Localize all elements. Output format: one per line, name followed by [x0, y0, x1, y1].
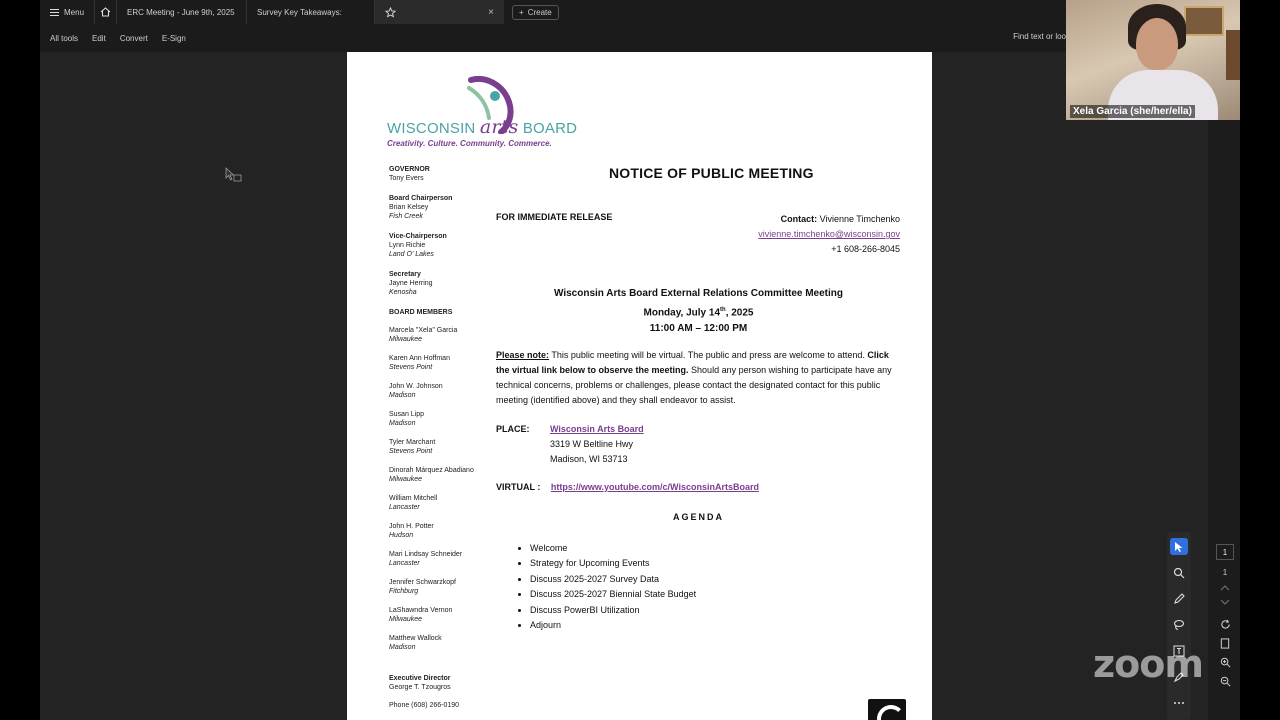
zoom-tool-button[interactable] — [1170, 564, 1188, 581]
hamburger-icon — [50, 9, 59, 16]
tool-all-tools[interactable]: All tools — [50, 33, 79, 43]
logo-word-arts: arts — [479, 116, 519, 138]
members-list — [389, 326, 489, 652]
logo-word-left: WISCONSIN — [387, 120, 476, 137]
pointer-icon — [1174, 541, 1184, 553]
member-location: Lancaster — [389, 504, 420, 511]
chair-block — [389, 194, 489, 221]
chevron-down-icon[interactable] — [1220, 599, 1230, 605]
member-name: John W. Johnson — [389, 383, 443, 390]
members-heading-block — [389, 308, 489, 317]
governor-heading: GOVERNOR — [389, 166, 430, 173]
tool-e-sign[interactable]: E-Sign — [161, 33, 186, 43]
annotation-toolbar — [1167, 532, 1191, 720]
meeting-date-year: , 2025 — [725, 307, 754, 319]
logo-wordmark — [387, 116, 577, 138]
exec-director-heading: Executive Director — [389, 675, 451, 682]
board-member — [389, 410, 489, 428]
agenda-item: • Discuss 2025-2027 Survey Data — [530, 572, 696, 587]
chevron-up-icon[interactable] — [1220, 585, 1230, 591]
contact-label: Contact: — [780, 214, 818, 224]
place-name-link[interactable]: Wisconsin Arts Board — [550, 424, 644, 434]
board-member — [389, 606, 489, 624]
menu-button[interactable] — [40, 0, 94, 24]
member-name: LaShawndra Vernon — [389, 607, 453, 614]
member-name: Dinorah Márquez Abadiano — [389, 467, 474, 474]
create-label: Create — [527, 7, 552, 17]
member-location: Hudson — [389, 532, 414, 539]
home-button[interactable] — [94, 0, 116, 24]
home-icon — [100, 7, 111, 17]
tab-label: Survey Key Takeaways: — [257, 7, 342, 17]
tab-erc-meeting[interactable] — [116, 0, 246, 24]
member-name: John H. Potter — [389, 523, 434, 530]
member-location: Madison — [389, 644, 416, 651]
member-location: Lancaster — [389, 560, 420, 567]
members-heading: BOARD MEMBERS — [389, 309, 453, 316]
note-text-2: Should any person wishing to participate have any technical concerns, problems or challenges, please contact the designated contact for this public meeting (identified above) and they shall endeavor to assist. — [496, 365, 892, 405]
tab-active-document[interactable] — [374, 0, 504, 24]
plus-icon: + — [519, 7, 524, 17]
zoom-in-icon[interactable] — [1220, 657, 1231, 668]
board-member — [389, 634, 489, 652]
board-member — [389, 438, 489, 456]
vice-chair-block — [389, 232, 489, 259]
meeting-date-suffix: th — [720, 307, 726, 313]
place-city: Madison, WI 53713 — [550, 454, 628, 464]
zoom-search-icon — [1173, 567, 1185, 579]
star-icon[interactable] — [385, 7, 396, 18]
more-tools-button[interactable] — [1170, 694, 1188, 711]
board-member — [389, 578, 489, 596]
contact-line — [758, 212, 900, 227]
board-member — [389, 522, 489, 540]
chair-location: Fish Creek — [389, 213, 423, 220]
refresh-icon[interactable] — [1220, 619, 1231, 630]
member-name: Susan Lipp — [389, 411, 425, 418]
member-name: William Mitchell — [389, 495, 438, 502]
agenda-list — [530, 541, 696, 633]
phone-number: Phone (608) 266-0190 — [389, 702, 460, 709]
place-street: 3319 W Beltline Hwy — [550, 439, 634, 449]
board-member — [389, 550, 489, 568]
secretary-location: Kenosha — [389, 289, 417, 296]
member-name: Mari Lindsay Schneider — [389, 551, 463, 558]
member-location: Madison — [389, 392, 416, 399]
meeting-heading — [496, 286, 901, 337]
member-name: Matthew Wallock — [389, 635, 442, 642]
find-text-input[interactable]: Find text or loo — [1013, 32, 1066, 41]
board-sidebar — [389, 165, 489, 710]
board-member — [389, 382, 489, 400]
contact-phone: +1 608-266-8045 — [831, 244, 900, 254]
board-member — [389, 326, 489, 344]
logo-word-right: BOARD — [522, 120, 578, 137]
more-icon — [1173, 701, 1185, 705]
lasso-icon — [1173, 619, 1185, 631]
participant-face — [1136, 18, 1178, 70]
current-page-input[interactable]: 1 — [1216, 544, 1234, 560]
place-address — [550, 422, 644, 467]
meeting-date-main: Monday, July 14 — [643, 307, 721, 319]
secretary-heading: Secretary — [389, 271, 421, 278]
board-member — [389, 494, 489, 512]
virtual-block — [496, 482, 759, 492]
meeting-date — [496, 302, 901, 321]
member-location: Stevens Point — [389, 364, 433, 371]
zoom-watermark-logo: zoom — [1093, 642, 1203, 686]
contact-name: Vivienne Timchenko — [819, 214, 900, 224]
virtual-note-paragraph — [496, 348, 904, 408]
toolbar — [40, 24, 1066, 52]
draw-tool-button[interactable] — [1170, 590, 1188, 607]
logo-tagline: Creativity. Culture. Community. Commerce. — [387, 139, 552, 148]
lasso-tool-button[interactable] — [1170, 616, 1188, 633]
governor-block — [389, 165, 489, 183]
member-location: Milwaukee — [389, 476, 423, 483]
member-location: Stevens Point — [389, 448, 433, 455]
contact-block — [758, 212, 900, 257]
release-label: FOR IMMEDIATE RELEASE — [496, 212, 613, 222]
member-name: Jennifer Schwarzkopf — [389, 579, 456, 586]
pen-icon — [1173, 593, 1185, 605]
exec-director-name: George T. Tzougros — [389, 684, 451, 691]
contact-email-link[interactable]: vivienne.timchenko@wisconsin.gov — [758, 229, 900, 239]
member-location: Fitchburg — [389, 588, 419, 595]
tab-label: ERC Meeting - June 9th, 2025 — [127, 7, 235, 17]
note-label: Please note: — [496, 350, 550, 360]
zoom-out-icon[interactable] — [1220, 676, 1231, 687]
select-tool-button[interactable] — [1170, 538, 1188, 555]
chair-name: Brian Kelsey — [389, 204, 429, 211]
tool-edit[interactable]: Edit — [92, 33, 106, 43]
agenda-item: • Discuss 2025-2027 Biennial State Budget — [530, 587, 696, 602]
youtube-link[interactable]: https://www.youtube.com/c/WisconsinArtsBoard — [550, 482, 759, 492]
meeting-name: Wisconsin Arts Board External Relations Committee Meeting — [553, 288, 844, 299]
mouse-cursor-icon — [225, 167, 243, 183]
vice-chair-location: Land O' Lakes — [389, 251, 434, 258]
place-label: PLACE: — [496, 424, 530, 434]
vice-chair-heading: Vice-Chairperson — [389, 233, 447, 240]
note-text-bold: Click the virtual link below to observe the meeting. — [496, 350, 889, 375]
page-thumbnail-icon[interactable] — [1220, 638, 1230, 649]
agenda-item: • Adjourn — [530, 618, 696, 633]
exec-director-block — [389, 674, 489, 710]
meeting-time: 11:00 AM – 12:00 PM — [649, 323, 748, 335]
page-navigation — [1214, 544, 1236, 687]
total-pages: 1 — [1222, 568, 1228, 577]
pdf-page[interactable] — [347, 52, 932, 720]
note-text-1: This public meeting will be virtual. The public and press are welcome to attend. — [549, 350, 865, 360]
tab-survey-key-takeaways[interactable] — [246, 0, 374, 24]
agenda-item: • Welcome — [530, 541, 696, 556]
board-member — [389, 354, 489, 372]
governor-name: Tony Evers — [389, 175, 424, 182]
agenda-item: • Discuss PowerBI Utilization — [530, 603, 696, 618]
tool-convert[interactable]: Convert — [119, 33, 148, 43]
page-title: NOTICE OF PUBLIC MEETING — [609, 165, 814, 181]
member-location: Madison — [389, 420, 416, 427]
secretary-name: Jayne Herring — [389, 280, 433, 287]
wall-picture — [1184, 6, 1224, 36]
chair-heading: Board Chairperson — [389, 195, 453, 202]
participant-name-label: Xela Garcia (she/her/ella) — [1070, 105, 1195, 118]
agenda-heading: AGENDA — [672, 512, 724, 522]
seal-logo-icon — [868, 699, 906, 720]
member-name: Marcela "Xela" Garcia — [389, 327, 458, 334]
wisconsin-arts-board-logo — [387, 74, 577, 150]
secretary-block — [389, 270, 489, 297]
board-member — [389, 466, 489, 484]
member-location: Milwaukee — [389, 616, 423, 623]
menu-label: Menu — [64, 7, 85, 17]
wall-picture-2 — [1226, 30, 1240, 80]
virtual-label: VIRTUAL : — [496, 482, 541, 492]
create-button[interactable] — [512, 5, 559, 20]
member-name: Karen Ann Hoffman — [389, 355, 450, 362]
tab-bar — [40, 0, 1066, 24]
vice-chair-name: Lynn Richie — [389, 242, 426, 249]
participant-video-tile[interactable] — [1066, 0, 1240, 120]
tab-close-icon[interactable]: × — [488, 6, 495, 18]
member-location: Milwaukee — [389, 336, 423, 343]
agenda-item: • Strategy for Upcoming Events — [530, 556, 696, 571]
member-name: Tyler Marchant — [389, 439, 436, 446]
